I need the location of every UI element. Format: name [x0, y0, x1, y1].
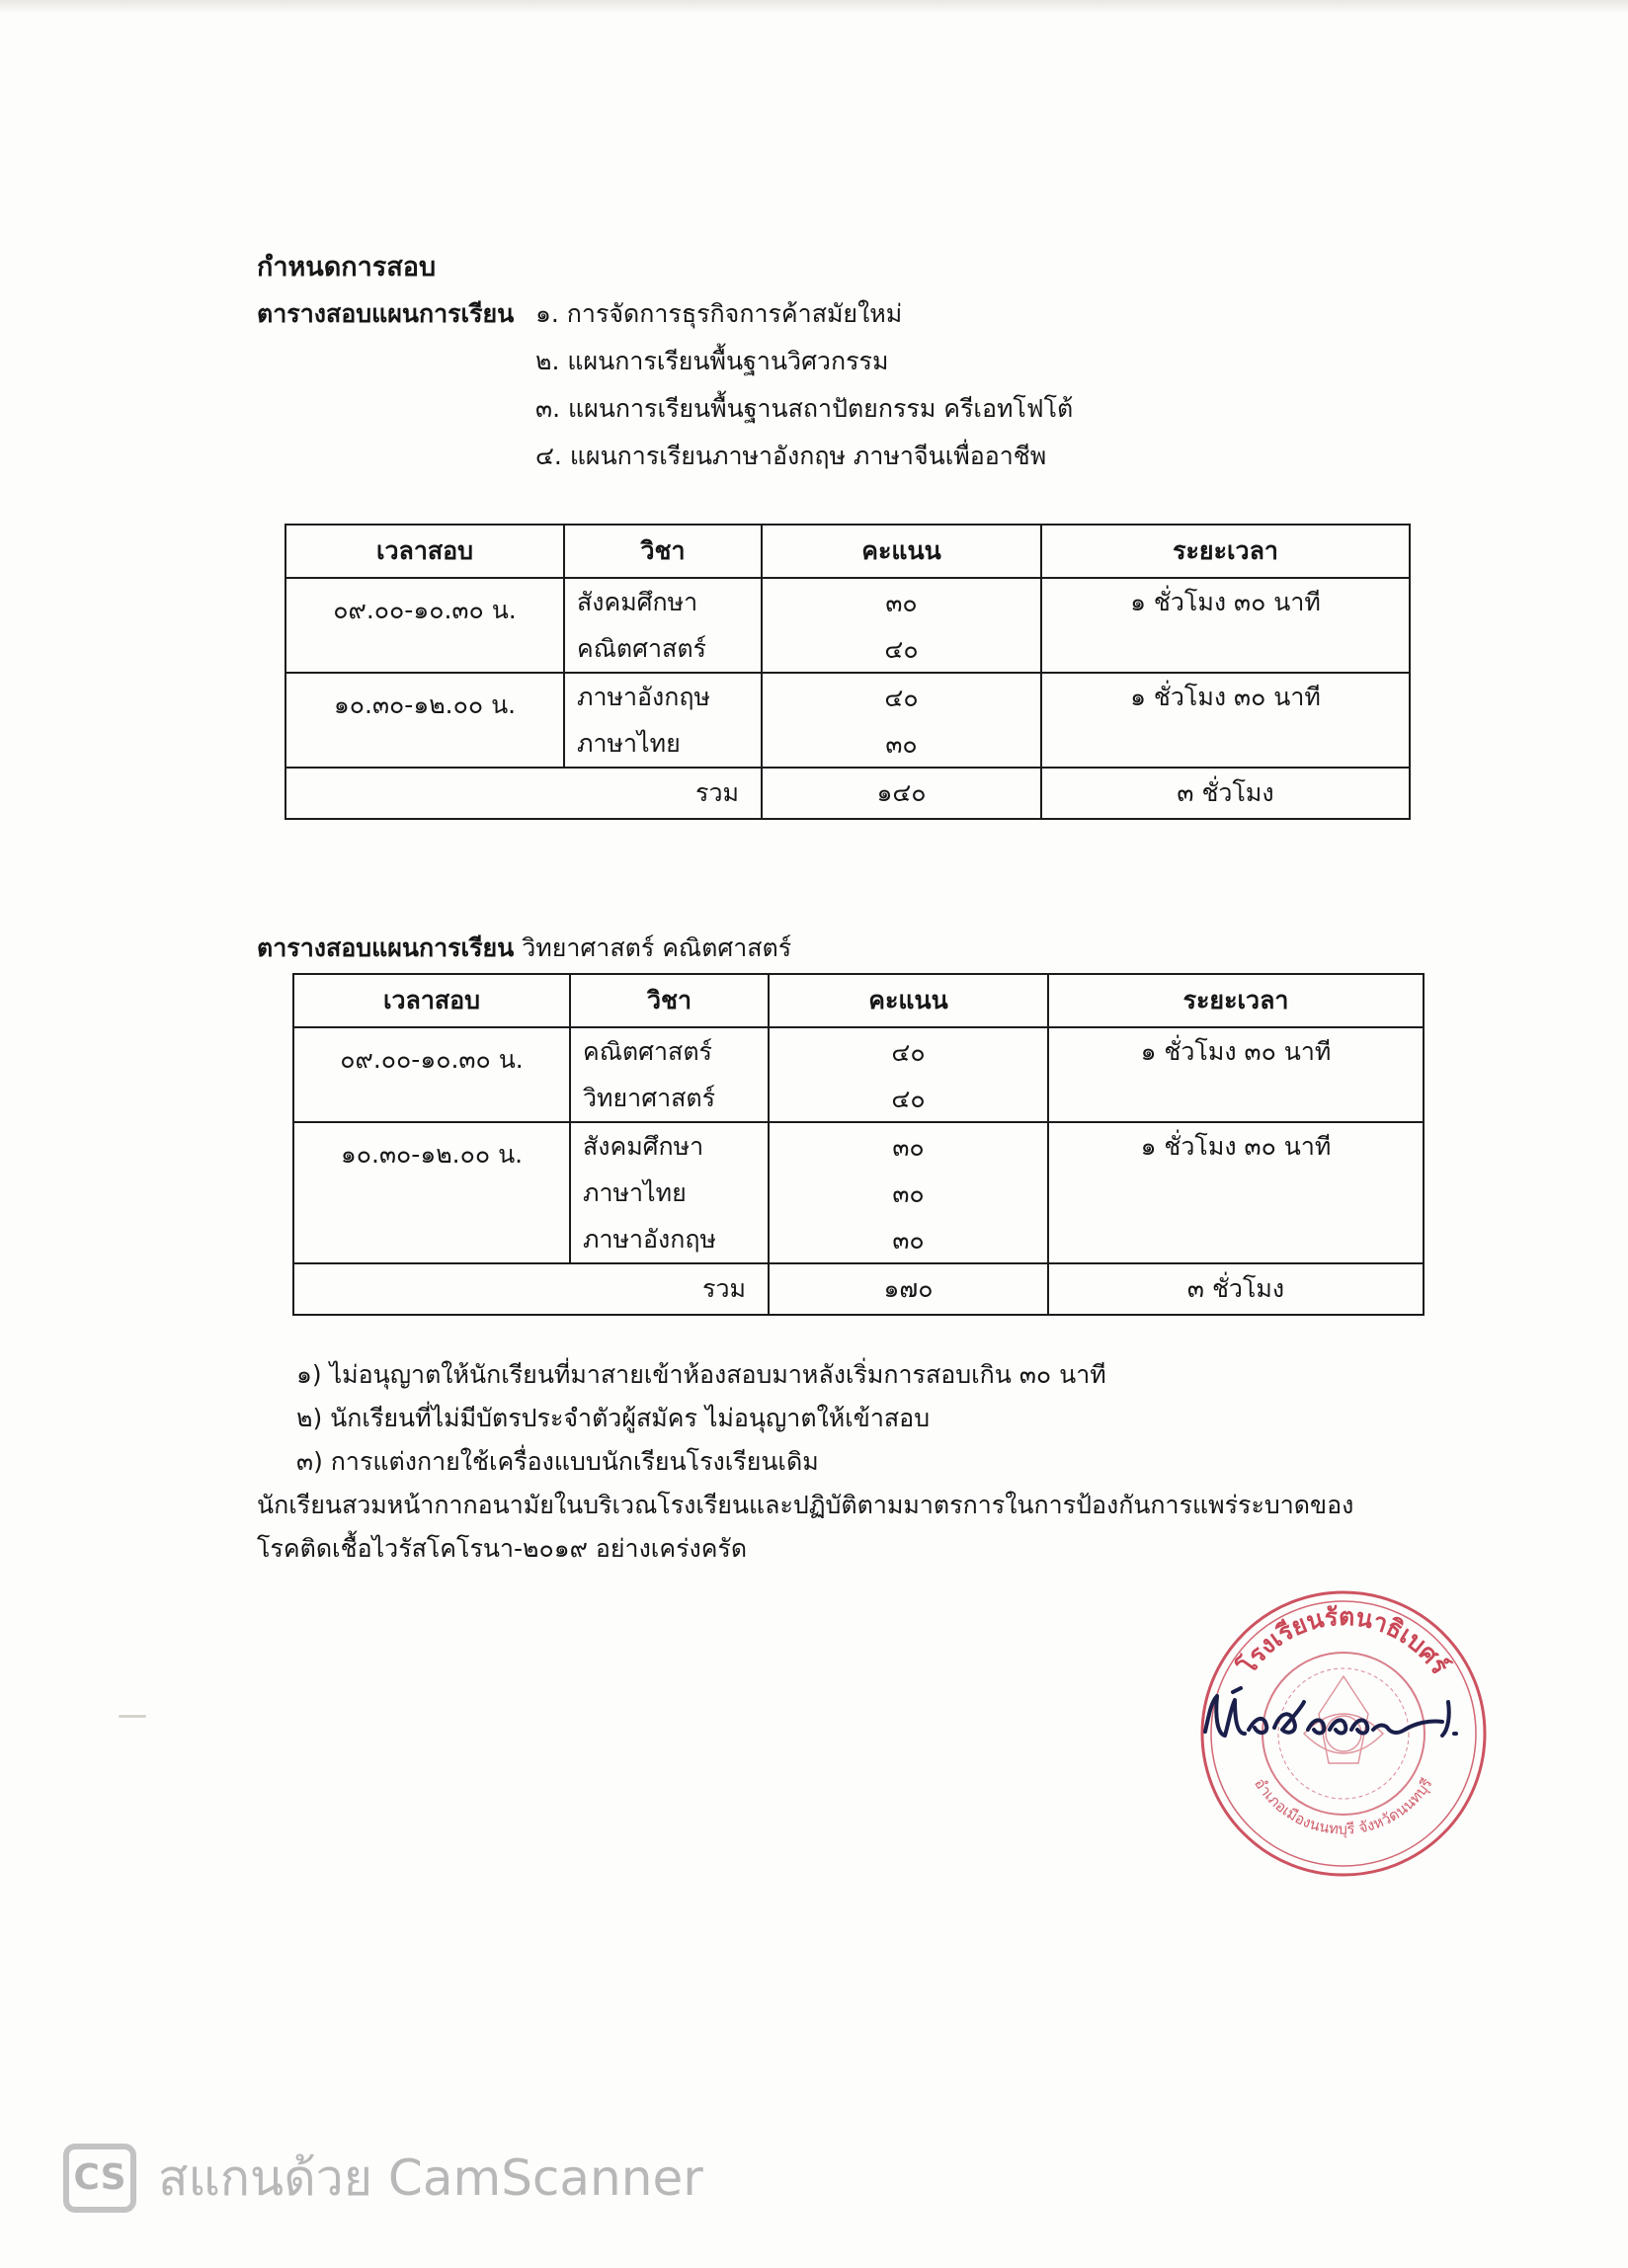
- page-top-edge: [0, 0, 1628, 14]
- document-heading: กำหนดการสอบ: [257, 252, 437, 283]
- score-text: ๓๐: [892, 1226, 925, 1255]
- table-row: [285, 673, 1410, 768]
- time-cell: [293, 1027, 570, 1122]
- score-text: ๓๐: [885, 589, 918, 617]
- total-score: ๑๗๐: [769, 1263, 1048, 1315]
- time-cell: [285, 578, 564, 673]
- subject-cell: [570, 1122, 769, 1263]
- rule-item: ๓) การแต่งกายใช้เครื่องแบบนักเรียนโรงเรียนเดิม: [296, 1447, 819, 1476]
- table-total-row: [293, 1263, 1424, 1315]
- plan-schedule-label: ตารางสอบแผนการเรียน: [257, 299, 515, 328]
- scan-speck: [119, 1715, 146, 1718]
- column-header-time: เวลาสอบ: [293, 974, 570, 1027]
- table-2-heading-plans: วิทยาศาสตร์ คณิตศาสตร์: [522, 933, 792, 962]
- exam-table-2: [292, 973, 1424, 1316]
- table-header-row: [285, 525, 1410, 578]
- duration-cell: [1048, 1122, 1424, 1263]
- duration-text: ๑ ชั่วโมง ๓๐ นาที: [1130, 683, 1321, 711]
- subject-text: ภาษาอังกฤษ: [583, 1225, 717, 1254]
- score-cell: [769, 1122, 1048, 1263]
- subject-text: ภาษาไทย: [577, 729, 681, 758]
- table-row: [285, 578, 1410, 673]
- total-label: รวม: [285, 768, 762, 819]
- time-text: ๑๐.๓๐-๑๒.๐๐ น.: [333, 690, 517, 719]
- total-duration: ๓ ชั่วโมง: [1041, 768, 1410, 819]
- subject-text: สังคมศึกษา: [577, 588, 698, 616]
- subject-cell: [570, 1027, 769, 1122]
- time-text: ๑๐.๓๐-๑๒.๐๐ น.: [340, 1140, 524, 1169]
- duration-text: ๑ ชั่วโมง ๓๐ นาที: [1130, 588, 1321, 616]
- subject-text: คณิตศาสตร์: [577, 634, 706, 663]
- subject-text: ภาษาอังกฤษ: [577, 683, 711, 711]
- duration-text: ๑ ชั่วโมง ๓๐ นาที: [1140, 1037, 1332, 1066]
- column-header-subject: วิชา: [564, 525, 762, 578]
- health-note-line: นักเรียนสวมหน้ากากอนามัยในบริเวณโรงเรียนและปฏิบัติตามมาตรการในการป้องกันการแพร่ระบาดของ: [257, 1491, 1354, 1519]
- score-text: ๔๐: [891, 1038, 926, 1067]
- table-row: [293, 1122, 1424, 1263]
- column-header-duration: ระยะเวลา: [1041, 525, 1410, 578]
- column-header-score: คะแนน: [762, 525, 1041, 578]
- plan-line: ๓. แผนการเรียนพื้นฐานสถาปัตยกรรม ครีเอทโฟโต้: [535, 394, 1074, 423]
- exam-table-1: [285, 524, 1411, 820]
- svg-text:อำเภอเมืองนนทบุรี จังหวัดนนทบุ: [1251, 1775, 1435, 1839]
- score-cell: [762, 578, 1041, 673]
- score-text: ๔๐: [884, 684, 919, 712]
- subject-cell: [564, 578, 762, 673]
- duration-cell: [1041, 673, 1410, 768]
- duration-text: ๑ ชั่วโมง ๓๐ นาที: [1140, 1132, 1332, 1161]
- plan-line: ๔. แผนการเรียนภาษาอังกฤษ ภาษาจีนเพื่ออาชีพ: [535, 442, 1047, 470]
- subject-text: ภาษาไทย: [583, 1178, 687, 1207]
- table-header-row: [293, 974, 1424, 1027]
- score-cell: [762, 673, 1041, 768]
- seal-bottom-text: อำเภอเมืองนนทบุรี จังหวัดนนทบุรี: [1251, 1774, 1436, 1838]
- score-text: ๓๐: [885, 730, 918, 759]
- time-text: ๐๙.๐๐-๑๐.๓๐ น.: [333, 596, 517, 624]
- column-header-score: คะแนน: [769, 974, 1048, 1027]
- rule-item: ๒) นักเรียนที่ไม่มีบัตรประจำตัวผู้สมัคร ไม่อนุญาตให้เข้าสอบ: [296, 1404, 931, 1432]
- duration-cell: [1041, 578, 1410, 673]
- column-header-duration: ระยะเวลา: [1048, 974, 1424, 1027]
- table-row: [293, 1027, 1424, 1122]
- score-text: ๓๐: [892, 1179, 925, 1208]
- table-2-heading: [257, 929, 791, 968]
- subject-text: สังคมศึกษา: [583, 1132, 704, 1161]
- time-text: ๐๙.๐๐-๑๐.๓๐ น.: [340, 1045, 524, 1074]
- time-cell: [285, 673, 564, 768]
- camscanner-logo-icon: CS: [63, 2144, 136, 2213]
- time-cell: [293, 1122, 570, 1263]
- total-label: รวม: [293, 1263, 769, 1315]
- subject-text: คณิตศาสตร์: [583, 1037, 712, 1066]
- plan-line: ๒. แผนการเรียนพื้นฐานวิศวกรรม: [535, 347, 889, 375]
- table-total-row: [285, 768, 1410, 819]
- score-cell: [769, 1027, 1048, 1122]
- total-score: ๑๔๐: [762, 768, 1041, 819]
- duration-cell: [1048, 1027, 1424, 1122]
- score-text: ๔๐: [884, 635, 919, 664]
- plan-line: ๑. การจัดการธุรกิจการค้าสมัยใหม่: [535, 299, 903, 328]
- health-note-line: โรคติดเชื้อไวรัสโคโรนา-๒๐๑๙ อย่างเคร่งครัด: [257, 1534, 748, 1563]
- plan-schedule-block: [257, 294, 1442, 482]
- subject-cell: [564, 673, 762, 768]
- seal-top-text: โรงเรียนรัตนาธิเบศร์: [1232, 1601, 1455, 1680]
- score-text: ๔๐: [891, 1085, 926, 1113]
- rule-item: ๑) ไม่อนุญาตให้นักเรียนที่มาสายเข้าห้องสอบมาหลังเริ่มการสอบเกิน ๓๐ นาที: [296, 1360, 1106, 1389]
- column-header-time: เวลาสอบ: [285, 525, 564, 578]
- column-header-subject: วิชา: [570, 974, 769, 1027]
- official-school-seal: [1195, 1585, 1492, 1882]
- camscanner-watermark: สแกนด้วย CamScanner: [158, 2149, 703, 2207]
- total-duration: ๓ ชั่วโมง: [1048, 1263, 1424, 1315]
- score-text: ๓๐: [892, 1133, 925, 1162]
- subject-text: วิทยาศาสตร์: [583, 1084, 716, 1112]
- table-2-heading-label: ตารางสอบแผนการเรียน: [257, 933, 515, 962]
